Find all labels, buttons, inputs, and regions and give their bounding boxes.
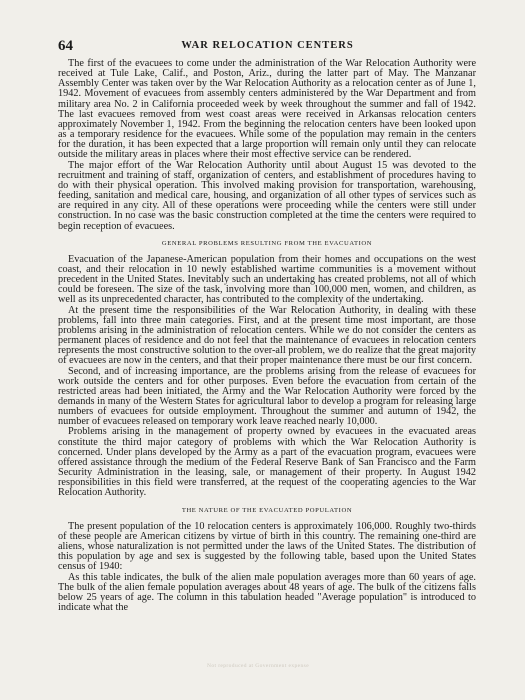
paragraph: The present population of the 10 relocation centers is approximately 106,000. Roughly two-thirds of these people are American citizens by virtue of birth in this country. The remaining one-third are aliens, whose naturalization is not permitted under the laws of the United States. The distribution of this population by age and sex is suggested by the following table, based upon the United States census of 1940: [58, 520, 476, 573]
paragraph: The major effort of the War Relocation Authority until about August 15 was devoted to the recruitment and training of staff, organization of centers, and establishment of procedures having to do with their physical operation. This involved making provision for transportation, warehousing, feeding, sanitation and medical care, housing, and organization of all other types of services such as are required in any city. All of these operations were proceeding while the centers were still under construction. In no case was the basic construction completed at the time the centers were required to begin reception of evacuees. [58, 159, 476, 232]
page-number: 64 [58, 38, 73, 54]
footer-note: Not reproduced at Government expense [206, 663, 310, 669]
page-header [58, 38, 477, 56]
paragraph: Evacuation of the Japanese-American population from their homes and occupations on the west coast, and their relocation in 10 newly established wartime communities is a movement without precedent in the United States. Inevitably such an undertaking has created problems, not all of which could be foreseen. The size of the task, involving more than 100,000 men, women, and children, as well as its unprecedented character, has contributed to the complexity of the undertaking. [58, 253, 476, 306]
section-heading: THE NATURE OF THE EVACUATED POPULATION [181, 506, 353, 514]
paragraph: Second, and of increasing importance, are the problems arising from the release of evacuees for work outside the centers and for other purposes. Even before the evacuation from certain of the restricted areas had been initiated, the Army and the War Relocation Authority were forced by the demands in many of the Western States for agricultural labor to develop a program for releasing large numbers of evacuees for outside employment. Throughout the summer and autumn of 1942, the number of evacuees released on temporary work leave reached nearly 10,000. [58, 365, 476, 428]
paragraph: The first of the evacuees to come under the administration of the War Relocation Authority were received at Tule Lake, Calif., and Poston, Ariz., during the latter part of May. The Manzanar Assembly Center was taken over by the War Relocation Authority as a relocation center as of June 1, 1942. Movement of evacuees from assembly centers administered by the War Department and from military area No. 2 in California proceeded week by week throughout the summer and fall of 1942. The last evacuees removed from west coast areas were received in Arkansas relocation centers approximately November 1, 1942. From the beginning the relocation centers have been looked upon as a temporary residence for the evacuees. While some of the population may remain in the centers for the duration, it has been expected that a large proportion will remain only until they can relocate outside the military areas in places where their most effective service can be rendered. [58, 58, 476, 161]
paragraph: As this table indicates, the bulk of the alien male population averages more than 60 years of age. The bulk of the alien female population averages about 48 years of age. The bulk of the citizens falls below 25 years of age. The column in this tabulation headed "Average population" is introduced to indicate what the [58, 571, 476, 613]
paragraph: Problems arising in the management of property owned by evacuees in the evacuated areas constitute the third major category of problems with which the War Relocation Authority is concerned. Under plans developed by the Army as a part of the evacuation program, evacuees were offered assistance through the medium of the Federal Reserve Bank of San Francisco and the Farm Security Administration in the leasing, sale, or management of their property. In August 1942 responsibilities in this field were transferred, at the request of the cooperating agencies to the War Relocation Authority. [58, 426, 476, 499]
paragraph: At the present time the responsibilities of the War Relocation Authority, in dealing with these problems, fall into three main categories. First, and at the present time most important, are those problems arising in the administration of relocation centers. While we do not consider the centers as permanent places of residence and do not feel that the maintenance of evacuees in relocation centers represents the most constructive solution to the over-all problem, we do realize that the great majority of evacuees are now in the centers, and that their proper maintenance there must be our first concern. [58, 304, 476, 367]
running-head: WAR RELOCATION CENTERS [181, 40, 354, 51]
body-text [58, 59, 476, 613]
section-heading: GENERAL PROBLEMS RESULTING FROM THE EVACUATION [161, 239, 373, 247]
